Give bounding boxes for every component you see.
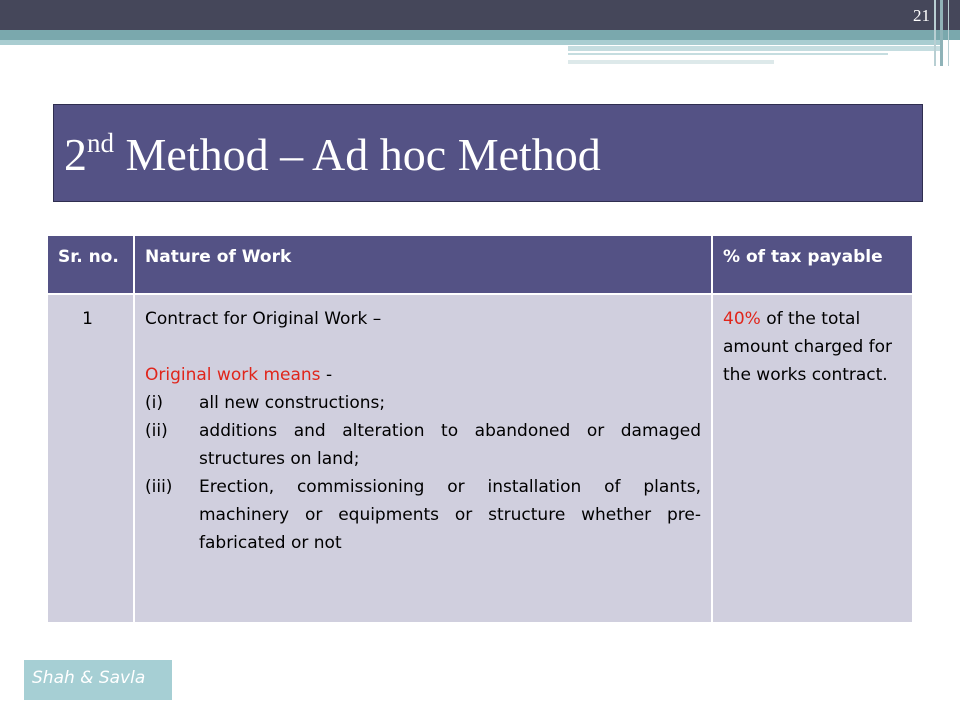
tax-description: of the total amount charged for the works contract.	[723, 309, 893, 385]
cell-tax-payable	[712, 294, 912, 622]
list-item-text: all new constructions;	[199, 393, 386, 413]
header-nature-of-work: Nature of Work	[134, 236, 712, 294]
list-item-label: (iii)	[145, 477, 173, 497]
method-table	[48, 236, 912, 622]
cell-sr-no: 1	[48, 294, 134, 622]
decor-line-3	[568, 53, 888, 55]
decor-vline-3	[948, 0, 949, 66]
table-row	[48, 294, 912, 622]
page-number: 21	[913, 6, 930, 25]
decor-line-1	[0, 40, 940, 45]
tax-percent: 40%	[723, 309, 761, 329]
footer-brand: Shah & Savla	[32, 668, 146, 688]
decor-line-4	[568, 60, 774, 64]
definition-line	[145, 361, 701, 389]
cell-nature-of-work	[134, 294, 712, 622]
list-item-label: (i)	[145, 393, 163, 413]
header-tax-payable: % of tax payable	[712, 236, 912, 294]
title-prefix: 2	[64, 129, 87, 180]
title-main: Method – Ad hoc Method	[114, 129, 601, 180]
decor-line-2	[568, 46, 940, 51]
slide-title	[64, 129, 601, 181]
list-item	[145, 473, 701, 557]
table-header-row	[48, 236, 912, 294]
list-item-label: (ii)	[145, 421, 168, 441]
title-banner	[53, 104, 923, 202]
header-sr-no: Sr. no.	[48, 236, 134, 294]
list-item-text: Erection, commissioning or installation of plants, machinery or equipments or structure whether pre-fabricated or not	[199, 477, 701, 553]
top-teal-bar	[0, 30, 960, 40]
definition-red-text: Original work means	[145, 365, 321, 385]
list-item-text: additions and alteration to abandoned or damaged structures on land;	[199, 421, 701, 469]
top-dark-bar	[0, 0, 960, 30]
decor-vline-1	[934, 0, 936, 66]
list-item	[145, 417, 701, 473]
decor-vline-2	[940, 0, 943, 66]
list-item	[145, 389, 701, 417]
footer-badge	[24, 660, 172, 700]
work-heading: Contract for Original Work –	[145, 309, 382, 329]
title-superscript: nd	[87, 128, 114, 158]
definition-rest-text: -	[320, 365, 333, 385]
spacer	[145, 333, 701, 361]
